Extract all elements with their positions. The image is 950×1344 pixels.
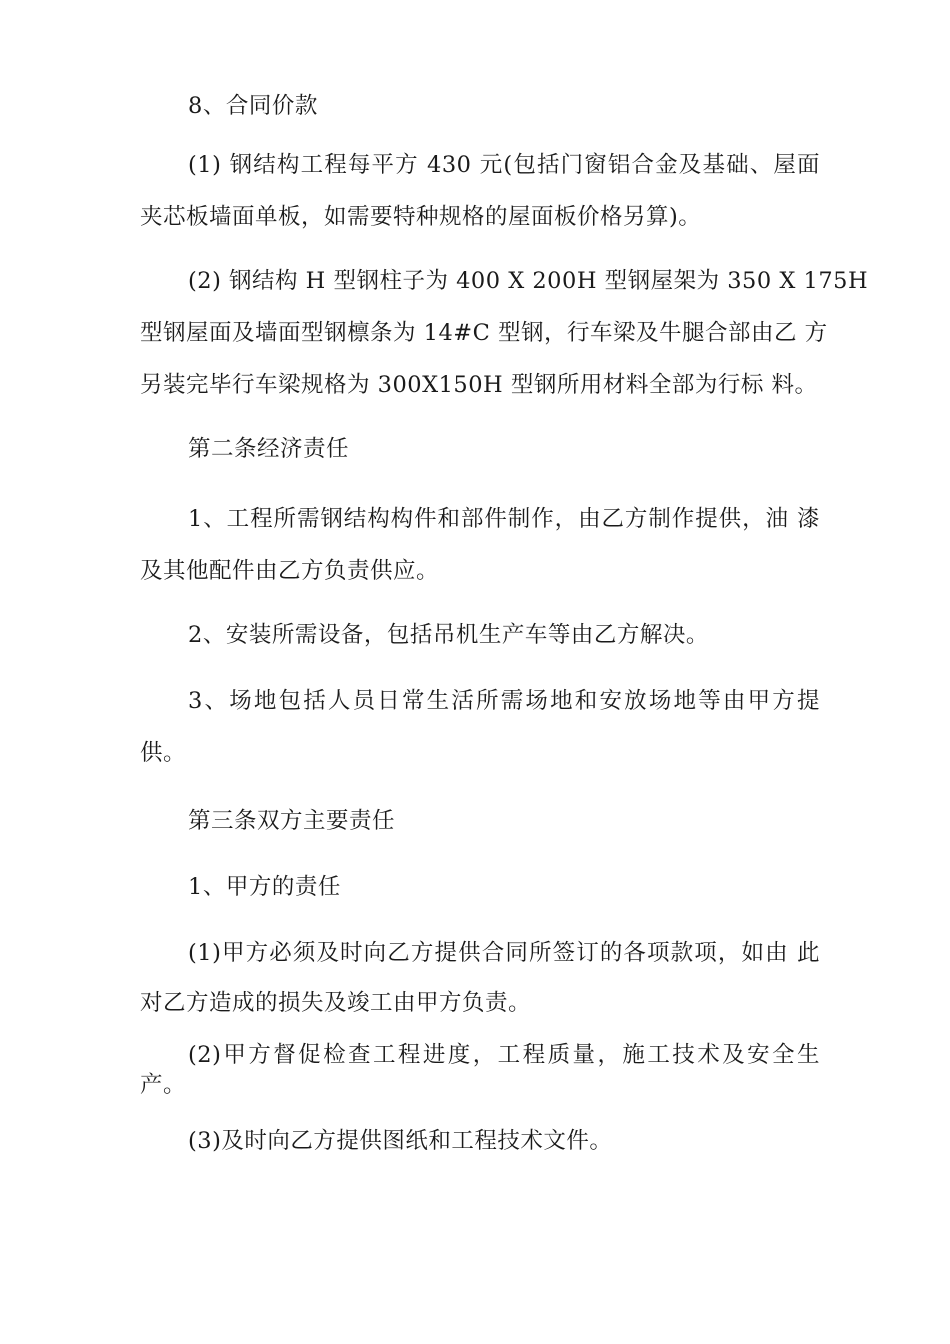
paragraph-line: (2)甲方督促检查工程进度，工程质量，施工技术及安全生 [188,1042,820,1068]
paragraph-line: 1、工程所需钢结构构件和部件制作，由乙方制作提供，油 漆 [188,506,820,532]
paragraph-line: 2、安装所需设备，包括吊机生产车等由乙方解决。 [188,622,709,648]
paragraph-line: 3、场地包括人员日常生活所需场地和安放场地等由甲方提 [188,688,820,714]
paragraph-line: (3)及时向乙方提供图纸和工程技术文件。 [188,1128,613,1154]
paragraph-line: 型钢屋面及墙面型钢檩条为 14#C 型钢，行车梁及牛腿合部由乙 方 [140,320,828,346]
section-heading-contract-price: 8、合同价款 [188,93,318,119]
paragraph-line: (1) 钢结构工程每平方 430 元(包括门窗铝合金及基础、屋面 [188,152,820,178]
paragraph-line: (1)甲方必须及时向乙方提供合同所签订的各项款项，如由 此 [188,940,820,966]
article-heading-economic-responsibility: 第二条经济责任 [188,436,350,462]
paragraph-line: 对乙方造成的损失及竣工由甲方负责。 [140,990,532,1016]
paragraph-line: 供。 [140,740,187,766]
paragraph-line: 及其他配件由乙方负责供应。 [140,558,440,584]
paragraph-line: (2) 钢结构 H 型钢柱子为 400 X 200H 型钢屋架为 350 X 175H [188,268,869,294]
paragraph-line: 另装完毕行车梁规格为 300X150H 型钢所用材料全部为行标 料。 [140,372,818,398]
paragraph-line: 产。 [140,1072,187,1098]
paragraph-line: 夹芯板墙面单板，如需要特种规格的屋面板价格另算)。 [140,204,702,230]
subsection-heading-party-a: 1、甲方的责任 [188,874,341,900]
article-heading-main-responsibilities: 第三条双方主要责任 [188,808,396,834]
